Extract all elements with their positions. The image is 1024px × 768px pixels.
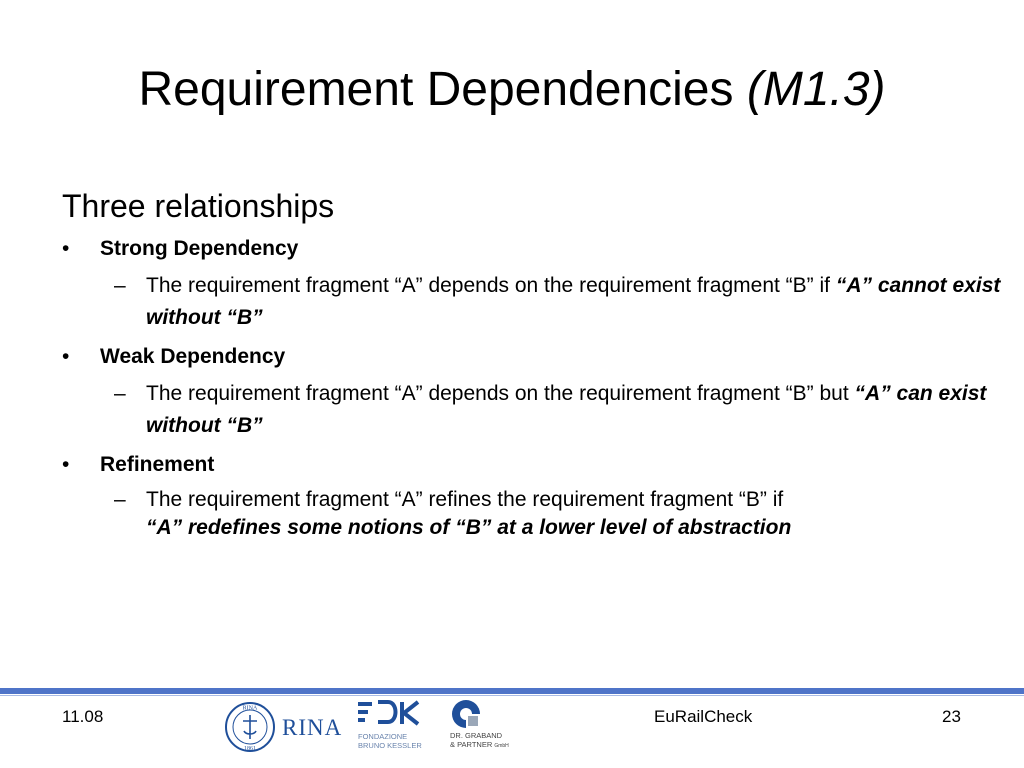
graband-partner-wordmark [450,731,540,751]
title-module-ref: (M1.3) [746,63,886,116]
bullet-label: Refinement [100,453,215,476]
fbk-wordmark [358,732,428,750]
footer-date: 11.08 [62,707,104,726]
sub-bullet-emphasis: “A” redefines some notions of “B” at a lower level of abstraction [146,516,792,539]
rina-seal-top-text: RINA [242,705,258,712]
rina-seal-year-text: 1861 [244,746,256,752]
bullet-label: Strong Dependency [100,237,299,260]
sub-bullet-dash: – [114,488,126,511]
bullet-weak-dependency [62,342,1002,372]
slide-title [0,62,1024,118]
sub-bullet-dash: – [114,274,126,297]
sub-bullet-text: The requirement fragment “A” depends on the requirement fragment “B” if [146,274,836,297]
rina-wordmark: RINA [282,715,343,740]
graband-line-1: DR. GRABAND [450,731,503,740]
bullet-dot: • [62,345,70,368]
graband-line-2-row [450,740,540,751]
sub-bullet-refinement [62,486,1002,542]
graband-line-2: & PARTNER [450,740,493,749]
section-heading: Three relationships [62,188,335,224]
sub-bullet-dash: – [114,382,126,405]
sub-bullet-weak-dependency [62,378,1002,442]
sub-bullet-emphasis: “A” cannot exist without “B” [146,274,1001,329]
bullet-refinement [62,450,1002,480]
graband-partner-logo [450,698,490,730]
footer-divider [0,688,1024,694]
footer-project-name: EuRailCheck [654,707,753,726]
fbk-line-2: BRUNO KESSLER [358,741,422,750]
sub-bullet-emphasis: “A” can exist without “B” [146,382,987,437]
title-main: Requirement Dependencies [138,63,747,116]
bullet-dot: • [62,237,70,260]
fbk-logo [358,700,424,732]
bullet-dot: • [62,453,70,476]
fbk-line-1: FONDAZIONE [358,732,408,741]
sub-bullet-text: The requirement fragment “A” depends on the requirement fragment “B” but [146,382,855,405]
footer-divider-shadow [0,695,1024,696]
graband-suffix: GmbH [494,743,509,749]
slide-content [62,186,1002,542]
sub-bullet-strong-dependency [62,270,1002,334]
rina-seal-logo [224,701,276,753]
bullet-label: Weak Dependency [100,345,286,368]
sub-bullet-text: The requirement fragment “A” refines the requirement fragment “B” if [146,488,784,511]
bullet-strong-dependency [62,234,1002,264]
partner-logos [222,698,542,756]
footer-page-number: 23 [942,707,961,726]
